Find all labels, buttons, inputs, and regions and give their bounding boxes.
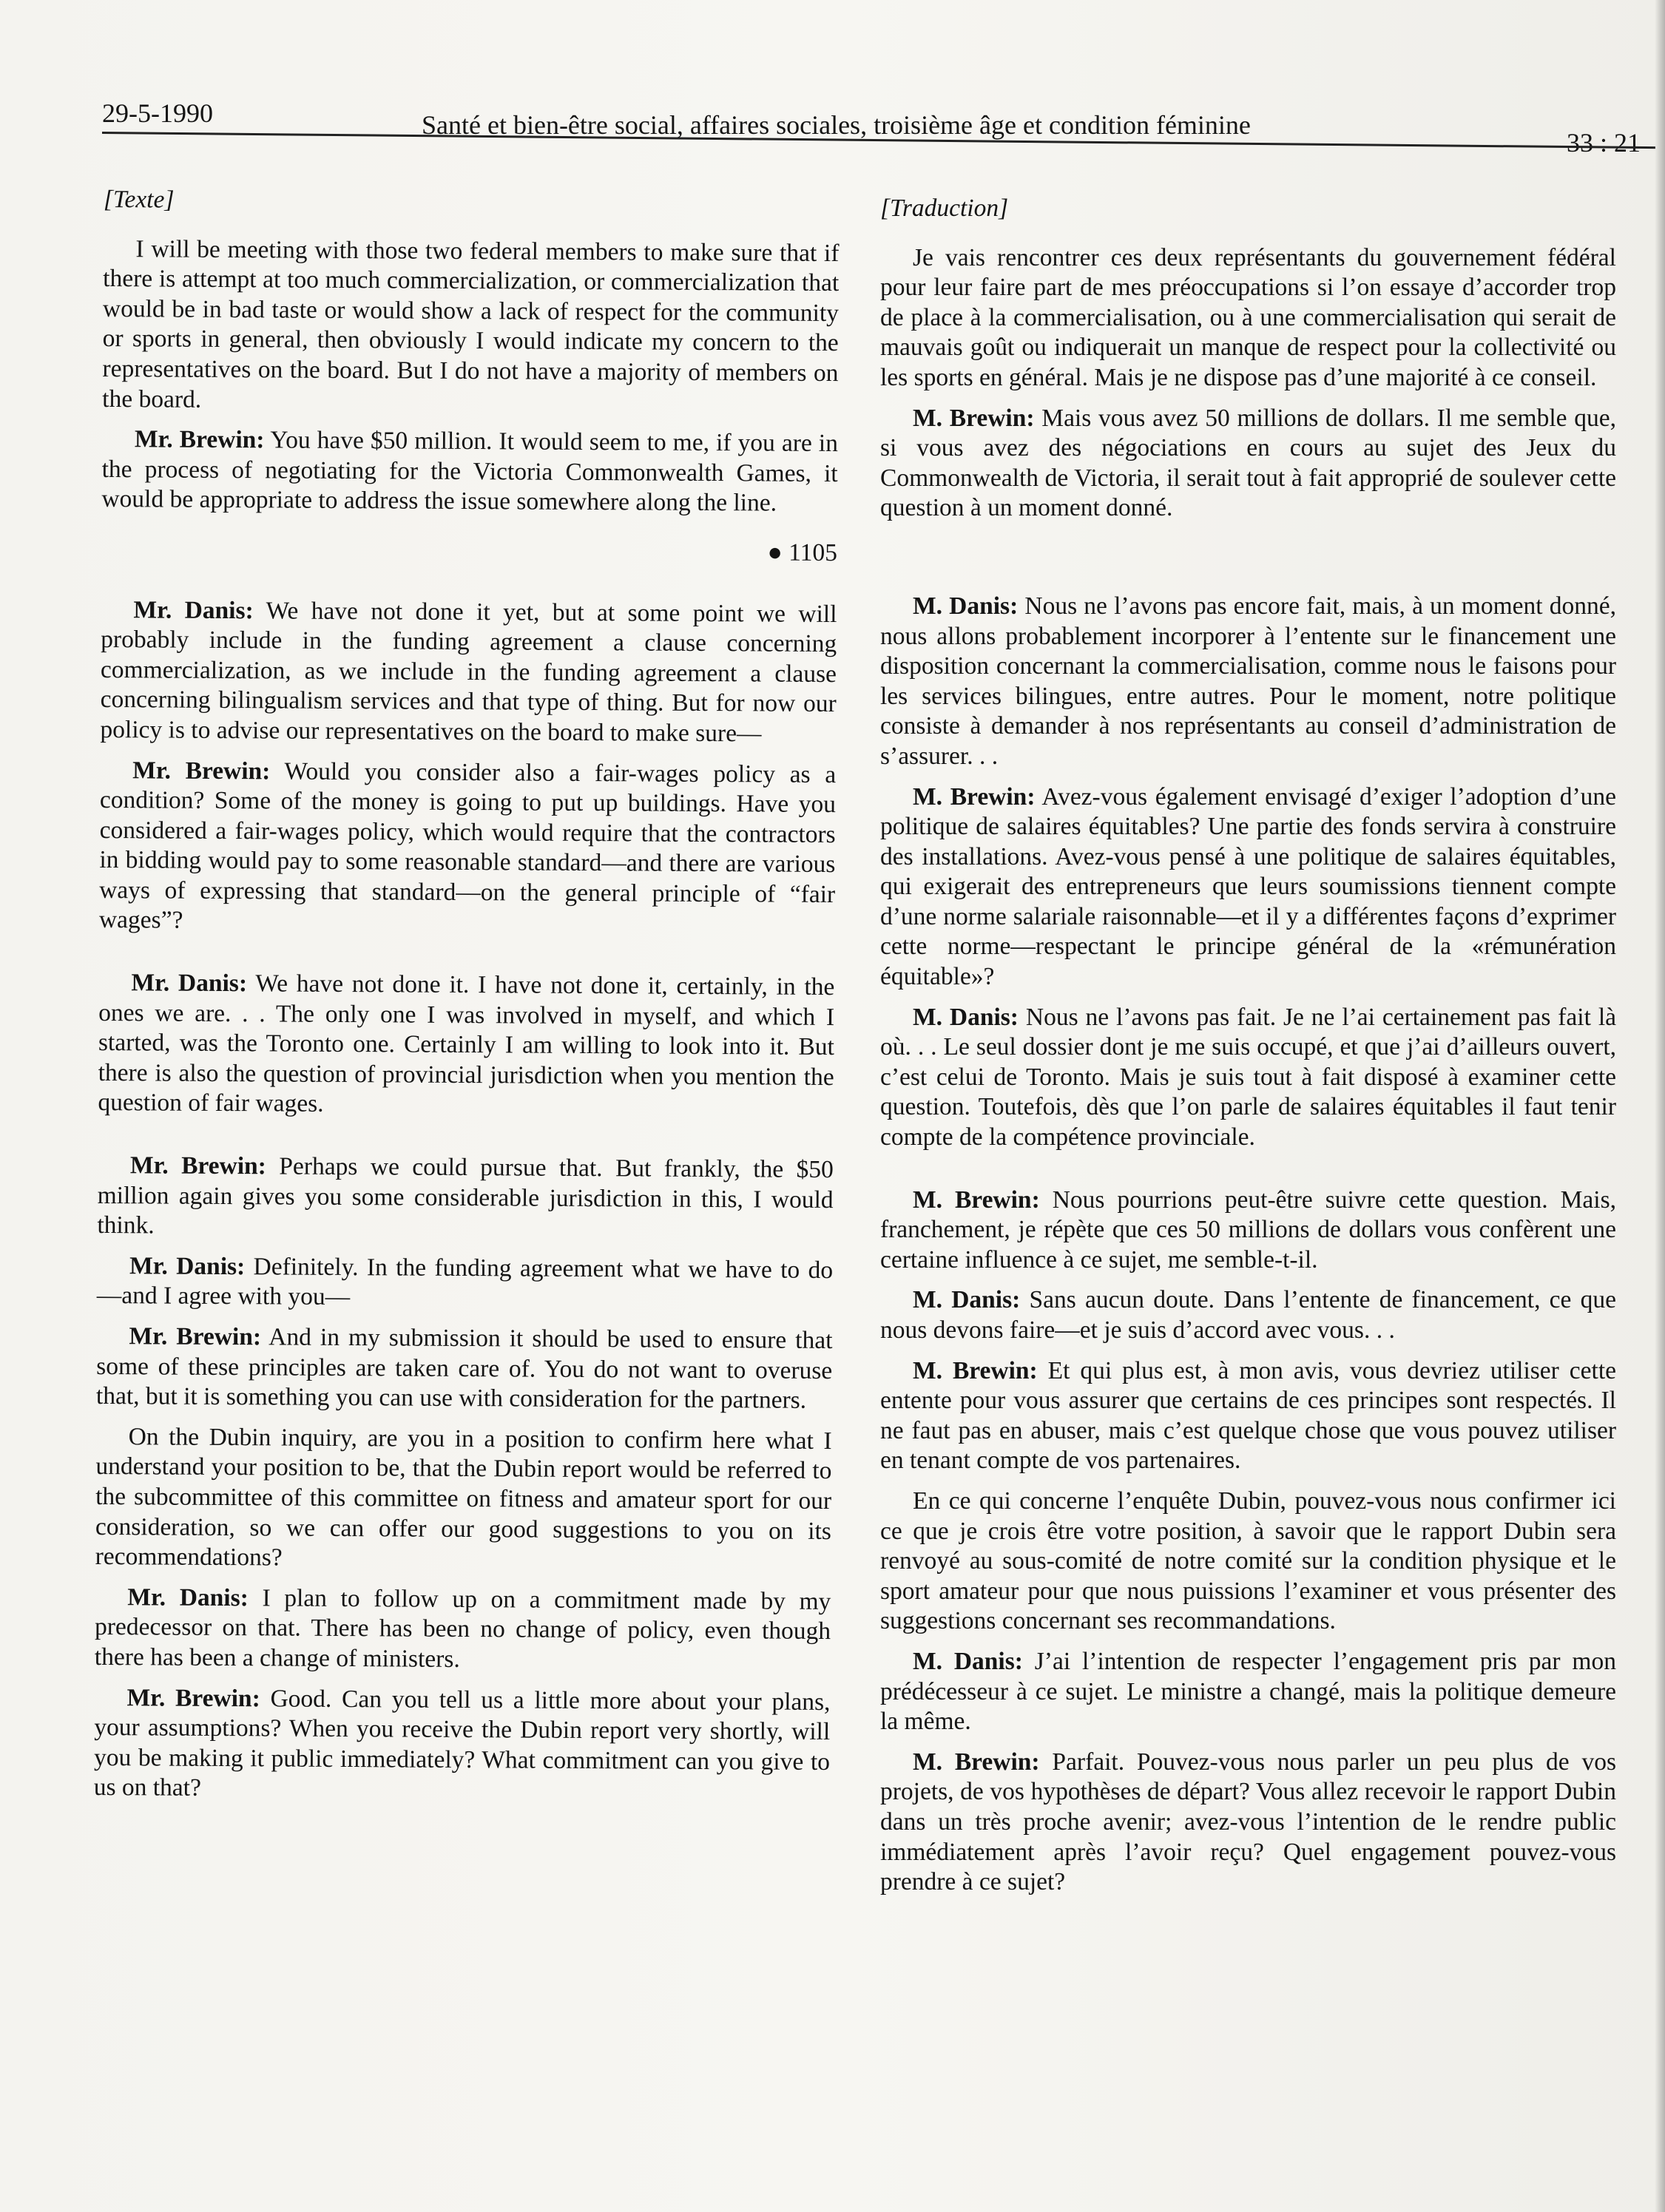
paragraph: En ce qui concerne l’enquête Dubin, pouvez-vous nous confirmer ici ce que je crois être votre position, à savoir que le rapport Dubin sera renvoyé au sous-comité de notre comité sur la condition physique et le sport amateur pour que nous puissions l’examiner et vous présenter des suggestions concernant ses recommandations. bbox=[880, 1486, 1616, 1635]
paragraph: Je vais rencontrer ces deux représentants du gouvernement fédéral pour leur faire part de mes préoccupations si l’on essaye d’accorder trop de place à la commercialisation, ou à une commercialisation qui serait de mauvais goût ou indiquerait un manque de respect pour la collectivité ou les sports en général. Mais je ne dispose pas d’une majorité à ce conseil. bbox=[880, 243, 1616, 391]
paragraph: I will be meeting with those two federal members to make sure that if there is attempt at too much commercialization, or commercialization that would be in bad taste or would show a lack of respect for the community or sports in general, then obviously I would indicate my concern to the representatives on the board. But I do not have a majority of members on the board. bbox=[102, 234, 840, 413]
paragraph: Mr. Brewin: And in my submission it should be used to ensure that some of these principles are taken care of. You do not want to overuse that, but it is something you can use with consideration for the partners. bbox=[95, 1322, 833, 1415]
speaker-name: Mr. Brewin: bbox=[132, 756, 271, 785]
paragraph: Mr. Danis: We have not done it yet, but at some point we will probably include in the funding agreement a clause concerning commercialization, as we include in the funding agreement a clause concerning bilingualism services and that type of thing. But for now our policy is to advise our representatives on the board to make sure— bbox=[100, 595, 837, 748]
page-edge-shadow bbox=[1655, 0, 1665, 2212]
paragraph: M. Brewin: Parfait. Pouvez-vous nous parler un peu plus de vos projets, de vos hypothèses de départ? Vous allez recevoir le rapport Dubin dans un très proche avenir; avez-vous l’intention de le rendre public immédiatement après l’avoir reçu? Quel engagement pouvez-vous prendre à ce sujet? bbox=[880, 1748, 1617, 1896]
paragraph: Mr. Brewin: Would you consider also a fair-wages policy as a condition? Some of the money is going to put up buildings. Have you considered a fair-wages policy, which would require that the contractors in bidding would pay to some reasonable standard—and there are various ways of expressing that standard—on the general principle of “fair wages”? bbox=[98, 756, 837, 935]
header-page-number: 33 : 21 bbox=[1567, 128, 1641, 158]
paragraph: Mr. Danis: We have not done it. I have not done it, certainly, in the ones we are. . . The only one I was involved in myself, and which I started, was the Toronto one. Certainly I am willing to look into it. But there is also the question of provincial jurisdiction when you mention the question of fair wages. bbox=[98, 969, 835, 1118]
page-header bbox=[102, 95, 1655, 158]
paragraph: M. Danis: Nous ne l’avons pas fait. Je ne l’ai certainement pas fait là où. . . Le seul dossier dont je me suis occupé, et que j’ai d’ailleurs ouvert, c’est celui de Toronto. Mais je suis tout à fait disposé à examiner cette question. Toutefois, dès que l’on parle de salaires équitables il faut tenir compte de la compétence provinciale. bbox=[880, 1003, 1616, 1151]
paragraph: Mr. Danis: I plan to follow up on a commitment made by my predecessor on that. There has been no change of policy, even though there has been a change of ministers. bbox=[94, 1583, 831, 1673]
paragraph: M. Brewin: Mais vous avez 50 millions de dollars. Il me semble que, si vous avez des négociations en cours au sujet des Jeux du Commonwealth de Victoria, il serait tout à fait approprié de soulever cette question à un moment donné. bbox=[880, 404, 1616, 522]
header-date: 29-5-1990 bbox=[102, 98, 213, 128]
paragraph: M. Danis: J’ai l’intention de respecter l’engagement pris par mon prédécesseur à ce sujet. Le ministre a changé, mais la politique demeure la même. bbox=[880, 1647, 1616, 1736]
speaker-name: M. Brewin: bbox=[913, 782, 1036, 811]
column-label-traduction: [Traduction] bbox=[880, 195, 1009, 222]
time-marker: ● 1105 bbox=[767, 538, 838, 567]
speaker-name: Mr. Brewin: bbox=[134, 425, 265, 454]
speaker-name: Mr. Brewin: bbox=[126, 1683, 260, 1712]
right-column-french bbox=[880, 194, 1616, 1908]
header-title: Santé et bien-être social, affaires sociales, troisième âge et condition féminine bbox=[422, 110, 1251, 140]
speaker-name: M. Danis: bbox=[913, 1647, 1023, 1675]
speaker-name: M. Danis: bbox=[913, 592, 1019, 620]
speaker-name: Mr. Brewin: bbox=[129, 1151, 267, 1180]
speaker-name: Mr. Danis: bbox=[133, 595, 254, 624]
speaker-name: Mr. Danis: bbox=[131, 969, 248, 998]
paragraph: On the Dubin inquiry, are you in a position to confirm here what I understand your position to be, that the Dubin report would be referred to the subcommittee of this committee on fitness and amateur sport for our consideration, so we can offer our good suggestions to you on its recommendations? bbox=[95, 1423, 832, 1572]
left-column-english bbox=[94, 185, 840, 1818]
paragraph: Mr. Danis: Definitely. In the funding agreement what we have to do—and I agree with you— bbox=[96, 1252, 834, 1311]
speaker-name: M. Danis: bbox=[913, 1286, 1021, 1314]
speaker-name: M. Danis: bbox=[913, 1003, 1019, 1031]
paragraph: Mr. Brewin: Perhaps we could pursue that. But frankly, the $50 million again gives you some considerable jurisdiction in this, I would think. bbox=[97, 1151, 834, 1239]
paragraph: Mr. Brewin: Good. Can you tell us a little more about your plans, your assumptions? When you receive the Dubin report very shortly, will you be making it public immediately? What commitment can you give to us on that? bbox=[93, 1683, 831, 1802]
paragraph: M. Brewin: Avez-vous également envisagé d’exiger l’adoption d’une politique de salaires équitables? Une partie des fonds servira à construire des installations. Avez-vous pensé à une politique de salaires équitables, qui exigerait des entrepreneurs que leurs soumissions tiennent compte d’une norme salariale raisonnable—et il y a différentes façons d’exprimer cette norme—respectant le principe général de la «rémunération équitable»? bbox=[880, 782, 1616, 991]
paragraph: M. Brewin: Nous pourrions peut-être suivre cette question. Mais, franchement, je répète que ces 50 millions de dollars vous confèrent une certaine influence à ce sujet, me semble-t-il. bbox=[880, 1186, 1617, 1274]
speaker-name: Mr. Danis: bbox=[127, 1583, 249, 1611]
speaker-name: M. Brewin: bbox=[913, 1186, 1040, 1214]
speaker-name: Mr. Brewin: bbox=[129, 1322, 262, 1351]
speaker-name: M. Brewin: bbox=[913, 1356, 1038, 1384]
speaker-name: M. Brewin: bbox=[913, 404, 1035, 432]
paragraph: M. Danis: Sans aucun doute. Dans l’entente de financement, ce que nous devons faire—et je suis d’accord avec vous. . . bbox=[880, 1286, 1617, 1344]
speaker-name: M. Brewin: bbox=[913, 1748, 1040, 1776]
paragraph: M. Danis: Nous ne l’avons pas encore fait, mais, à un moment donné, nous allons probablement incorporer à l’entente sur le financement une disposition concernant la commercialisation, comme nous le faisons pour les services bilingues, entre autres. Pour le moment, notre politique consiste à demander à nos représentants au conseil d’administration de s’assurer. . . bbox=[880, 592, 1616, 770]
speaker-name: Mr. Danis: bbox=[129, 1252, 246, 1281]
paragraph: M. Brewin: Et qui plus est, à mon avis, vous devriez utiliser cette entente pour vous assurer que certains de ces principes sont respectés. Il ne faut pas en abuser, mais c’est quelque chose que vous pouvez utiliser en tenant compte de vos partenaires. bbox=[880, 1356, 1616, 1475]
column-label-texte: [Texte] bbox=[103, 185, 175, 214]
paragraph: Mr. Brewin: You have $50 million. It would seem to me, if you are in the process of negotiating for the Victoria Commonwealth Games, it would be appropriate to address the issue somewhere along the line. bbox=[101, 425, 839, 517]
